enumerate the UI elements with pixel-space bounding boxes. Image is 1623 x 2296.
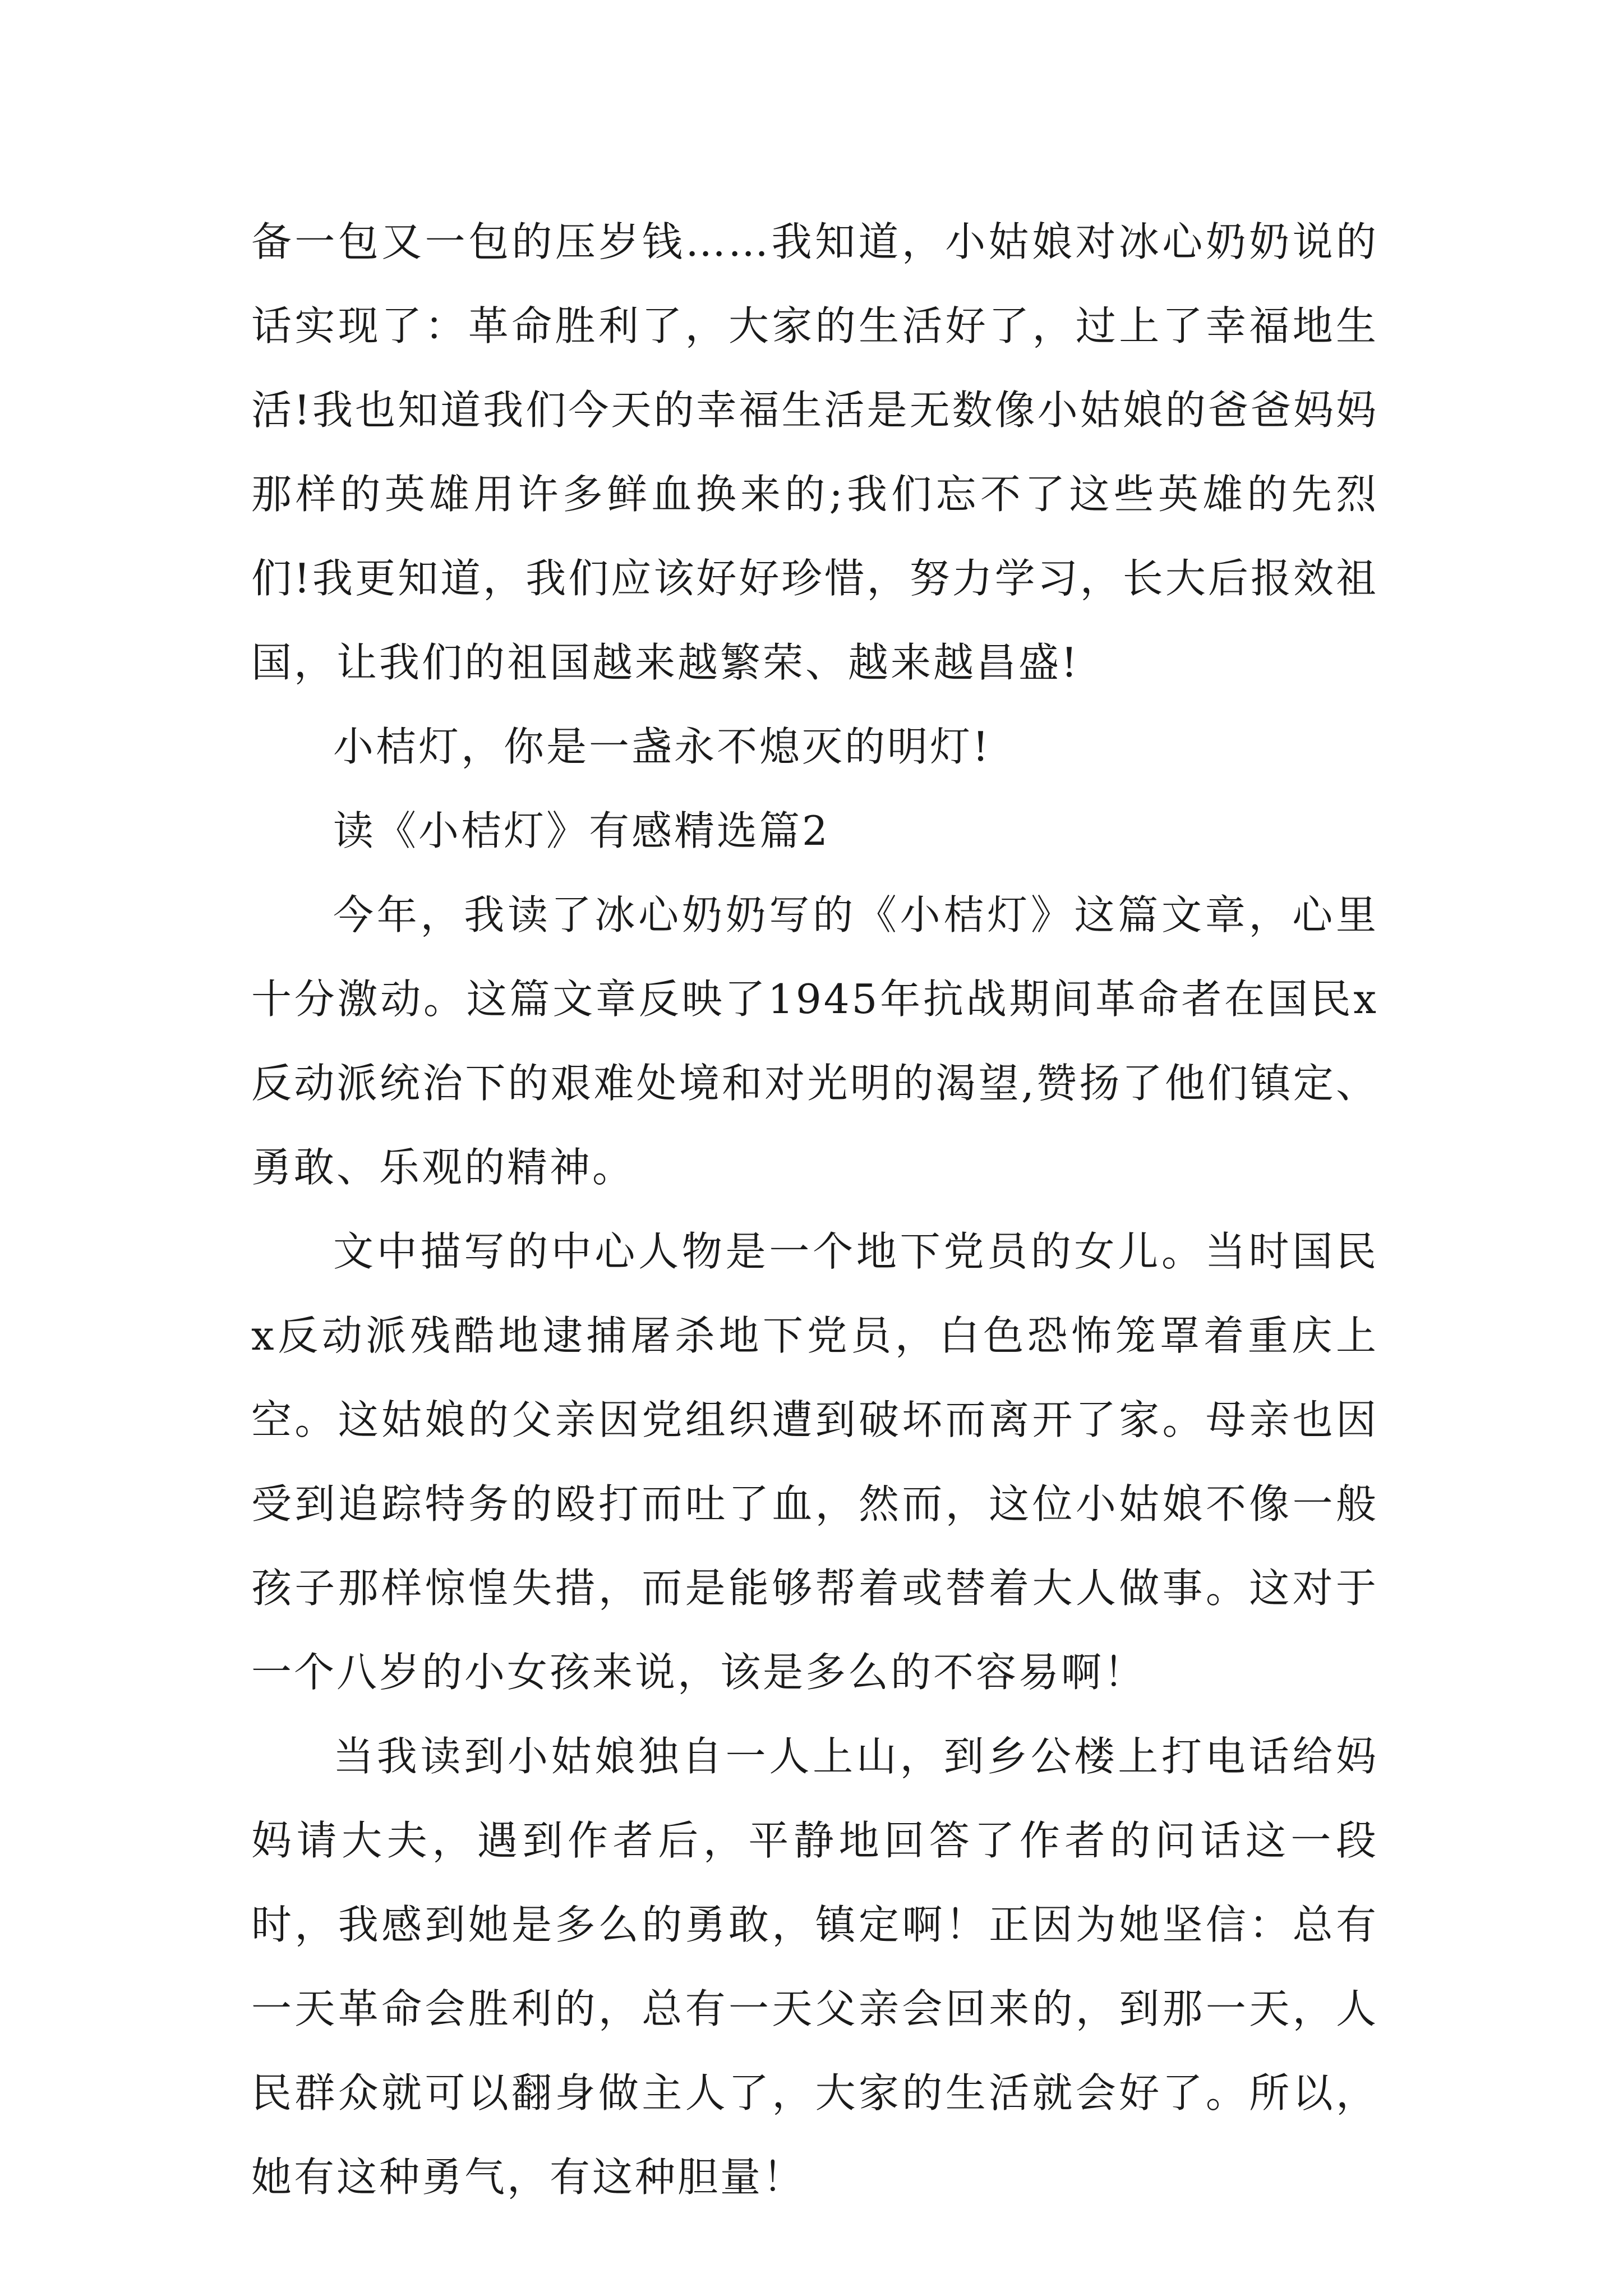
paragraph-reflection: 当我读到小姑娘独自一人上山，到乡公楼上打电话给妈妈请大夫，遇到作者后，平静地回答了作者的问话这一段时，我感到她是多么的勇敢，镇定啊！正因为她坚信：总有一天革命会胜利的，总有一天父亲会回来的，到那一天，人民群众就可以翻身做主人了，大家的生活就会好了。所以，她有这种勇气，有这种胆量！	[251, 1733, 1378, 2201]
paragraph-central-character: 文中描写的中心人物是一个地下党员的女儿。当时国民x反动派残酷地逮捕屠杀地下党员，白色恐怖笼罩着重庆上空。这姑娘的父亲因党组织遭到破坏而离开了家。母亲也因受到追踪特务的殴打而吐了血，然而，这位小姑娘不像一般孩子那样惊惶失措，而是能够帮着或替着大人做事。这对于一个八岁的小女孩来说，该是多么的不容易啊！	[251, 1228, 1378, 1696]
paragraph-intro: 今年，我读了冰心奶奶写的《小桔灯》这篇文章，心里十分激动。这篇文章反映了1945年抗战期间革命者在国民x反动派统治下的艰难处境和对光明的渴望,赞扬了他们镇定、勇敢、乐观的精神。	[251, 891, 1378, 1191]
paragraph-continuation: 备一包又一包的压岁钱……我知道，小姑娘对冰心奶奶说的话实现了：革命胜利了，大家的生活好了，过上了幸福地生活!我也知道我们今天的幸福生活是无数像小姑娘的爸爸妈妈那样的英雄用许多鲜血换来的;我们忘不了这些英雄的先烈们!我更知道，我们应该好好珍惜，努力学习，长大后报效祖国，让我们的祖国越来越繁荣、越来越昌盛!	[251, 218, 1378, 686]
document-body	[251, 200, 1378, 2219]
section-heading: 读《小桔灯》有感精选篇2	[333, 807, 830, 854]
paragraph-closing-line: 小桔灯，你是一盏永不熄灭的明灯!	[333, 723, 991, 770]
